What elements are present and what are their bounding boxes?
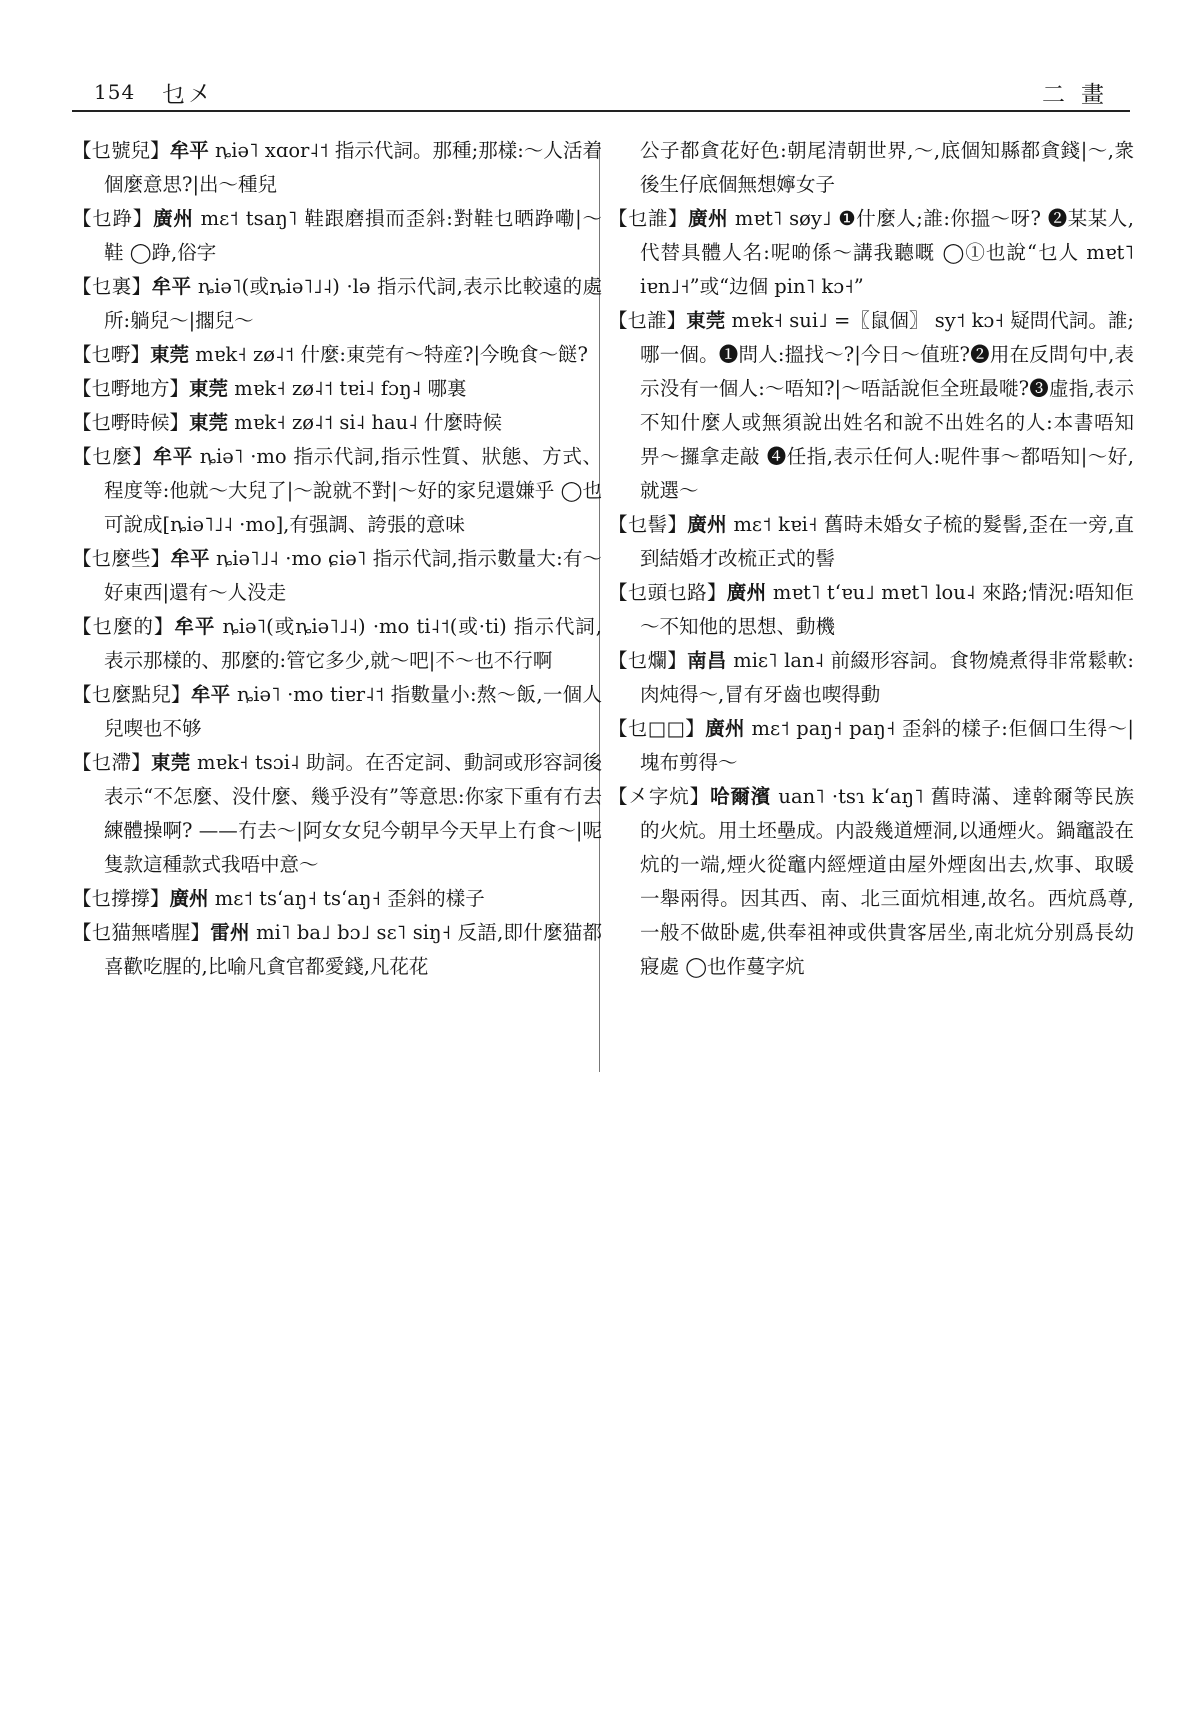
entry-definition: mɛ˦ tsaŋ˥ 鞋跟磨損而歪斜:對鞋乜晒踭嘞|～鞋 ◯踭,俗字 <box>104 207 602 264</box>
dictionary-entry <box>608 576 1134 644</box>
dictionary-entry <box>72 542 602 610</box>
entry-headword: 【乜麼】 <box>72 445 153 468</box>
page-number: 154 <box>94 80 136 104</box>
entry-region: 雷州 <box>210 921 250 944</box>
entry-region: 東莞 <box>150 343 190 366</box>
entry-definition: ȵiə˥ xɑor˨˦ 指示代詞。那種;那樣:～人活着個麼意思?|出～種兒 <box>104 139 602 196</box>
entry-region: 廣州 <box>169 887 209 910</box>
entry-region: 廣州 <box>687 513 727 536</box>
entry-headword: 【乜嘢】 <box>72 343 151 366</box>
entry-headword: 【乜誰】 <box>608 309 687 332</box>
dictionary-entry <box>72 882 602 916</box>
dictionary-entry <box>72 406 602 440</box>
entry-definition: ȵiə˥(或ȵiə˥˩˨) ·mo ti˨˦(或·ti) 指示代詞,表示那樣的、那麼的:管它多少,就～吧|不～也不行啊 <box>104 615 602 672</box>
dictionary-entry <box>72 270 602 338</box>
entry-headword: 【乜踭】 <box>72 207 154 230</box>
dictionary-entry <box>72 134 602 202</box>
dictionary-entry <box>72 338 602 372</box>
entry-headword: 【乜麼的】 <box>72 615 175 638</box>
entry-headword: 【乜猫無嗜腥】 <box>72 921 211 944</box>
entry-definition: miɛ˥ lan˨ 前綴形容詞。食物燒煮得非常鬆軟:肉炖得～,冒有牙齒也喫得動 <box>640 649 1134 706</box>
entry-region: 牟平 <box>170 547 210 570</box>
entry-definition: mi˥ ba˩ bɔ˩ sɛ˥ siŋ˧ 反語,即什麼猫都喜歡吃腥的,比喻凡貪官都愛錢,凡花花 <box>104 921 602 978</box>
entry-region: 東莞 <box>686 309 726 332</box>
dictionary-entry <box>608 304 1134 508</box>
entry-definition: mɐk˧ sui˩ =〖鼠個〗 sy˦ kɔ˧ 疑問代詞。誰;哪一個。❶問人:搵找～?|今日～值班?❷用在反問句中,表示没有一個人:～唔知?|～唔話說佢全班最嘥?❸虛指,表示不知什麼人或無須說出姓名和說不出姓名的人:本書唔知畀～攞拿走敲 ❹任指,表示任何人:呢件事～都唔知|～好,就選～ <box>640 309 1134 502</box>
entry-region: 牟平 <box>152 445 193 468</box>
running-head: 乜㐅 <box>162 82 214 108</box>
entry-headword: 【乜麼些】 <box>72 547 171 570</box>
entry-region: 東莞 <box>151 751 191 774</box>
dictionary-entry <box>72 202 602 270</box>
right-column <box>608 134 1134 984</box>
entry-headword: 【乜髻】 <box>608 513 688 536</box>
entry-region: 廣州 <box>726 581 767 604</box>
entry-headword: 【乜撐撐】 <box>72 887 170 910</box>
entry-region: 牟平 <box>190 683 231 706</box>
page-header <box>72 62 1130 112</box>
entry-region: 哈爾濱 <box>710 785 772 808</box>
entry-headword: 【乜頭乜路】 <box>608 581 727 604</box>
entry-headword: 【乜誰】 <box>608 207 689 230</box>
entry-definition: ȵiə˥ ·mo tiɐr˨˦ 指數量小:熬～飯,一個人兒喫也不够 <box>104 683 602 740</box>
entry-headword: 【乜嘢時候】 <box>72 411 190 434</box>
entry-definition: mɐk˧ zø˨˦ si˨ hau˨ 什麼時候 <box>228 411 503 434</box>
entry-definition: mɐk˧ zø˨˦ 什麼:東莞有～特産?|今晚食～餸? <box>189 343 588 366</box>
entry-headword: 【乜□□】 <box>608 717 706 740</box>
entry-definition: ȵiə˥˩˨ ·mo ɕiə˥ 指示代詞,指示數量大:有～好東西|還有～人没走 <box>104 547 602 604</box>
dictionary-entry <box>608 508 1134 576</box>
entry-region: 廣州 <box>688 207 729 230</box>
entry-definition: uan˥ ·tsɿ k‘aŋ˥ 舊時滿、達斡爾等民族的火炕。用土坯壘成。内設幾道煙洞,以通煙火。鍋竈設在炕的一端,煙火從竈内經煙道由屋外煙囱出去,炊事、取暖一舉兩得。因其西、南、北三面炕相連,故名。西炕爲尊,一般不做卧處,供奉祖神或供貴客居坐,南北炕分别爲長幼寢處 ◯也作蔓字炕 <box>640 785 1134 978</box>
entry-region: 南昌 <box>687 649 727 672</box>
entry-headword: 【乜裏】 <box>72 275 152 298</box>
entry-headword: 【乜滯】 <box>72 751 151 774</box>
dictionary-entry <box>608 202 1134 304</box>
entry-definition: mɛ˦ kɐi˧ 舊時未婚女子梳的髮髻,歪在一旁,直到結婚才改梳正式的髻 <box>640 513 1134 570</box>
entry-headword: 【㐅字炕】 <box>608 785 711 808</box>
left-column <box>72 134 602 984</box>
entry-region: 廣州 <box>705 717 745 740</box>
entry-definition: mɐt˥ søy˩ ❶什麼人;誰:你搵～呀? ❷某某人,代替具體人名:呢啲係～講我聽嘅 ◯①也說“乜人 mɐt˥ iɐn˩˧”或“边個 pin˥ kɔ˧” <box>640 207 1134 298</box>
dictionary-entry <box>72 746 602 882</box>
entry-headword: 【乜號兒】 <box>72 139 170 162</box>
entry-region: 牟平 <box>174 615 216 638</box>
dictionary-entry <box>608 712 1134 780</box>
entry-definition: mɐk˧ zø˨˦ tɐi˨ fɔŋ˨ 哪裏 <box>228 377 467 400</box>
entry-region: 牟平 <box>151 275 192 298</box>
entry-definition: ȵiə˥(或ȵiə˥˩˨) ·lə 指示代詞,表示比較遠的處所:躺兒～|擱兒～ <box>104 275 602 332</box>
entry-definition: mɛ˦ ts‘aŋ˧ ts‘aŋ˧ 歪斜的樣子 <box>208 887 485 910</box>
entry-definition: mɐk˧ tsɔi˨ 助詞。在否定詞、動詞或形容詞後表示“不怎麼、没什麼、幾乎没有”等意思:你家下重有冇去練體操啊? ——冇去～|阿女女兒今朝早今天早上冇食～|呢隻款這種款式我唔中意～ <box>104 751 602 876</box>
entry-headword: 【乜麼點兒】 <box>72 683 191 706</box>
entry-headword: 【乜爛】 <box>608 649 688 672</box>
entry-region: 牟平 <box>169 139 209 162</box>
dictionary-entry <box>608 644 1134 712</box>
section-title: 二畫 <box>1042 82 1120 108</box>
dictionary-entry <box>72 678 602 746</box>
entry-region: 東莞 <box>189 411 229 434</box>
dictionary-entry <box>608 134 1134 202</box>
dictionary-entry <box>72 440 602 542</box>
dictionary-entry <box>72 916 602 984</box>
entry-region: 東莞 <box>189 377 229 400</box>
entry-definition: ȵiə˥ ·mo 指示代詞,指示性質、狀態、方式、程度等:他就～大兒了|～說就不對|～好的家兒還嫌乎 ◯也可說成[ȵiə˥˩˨ ·mo],有强調、誇張的意味 <box>104 445 602 536</box>
entry-headword: 【乜嘢地方】 <box>72 377 190 400</box>
dictionary-entry <box>72 372 602 406</box>
entry-region: 廣州 <box>153 207 194 230</box>
dictionary-entry <box>72 610 602 678</box>
dictionary-entry <box>608 780 1134 984</box>
entry-definition: mɐt˥ t‘ɐu˩ mɐt˥ lou˨ 來路;情況:唔知佢～不知他的思想、動機 <box>640 581 1134 638</box>
entry-definition: 公子都貪花好色:朝尾清朝世界,～,底個知縣都貪錢|～,衆後生仔底個無想嬣女子 <box>640 139 1134 196</box>
entry-definition: mɛ˦ paŋ˧ paŋ˧ 歪斜的樣子:佢個口生得～|塊布剪得～ <box>640 717 1134 774</box>
